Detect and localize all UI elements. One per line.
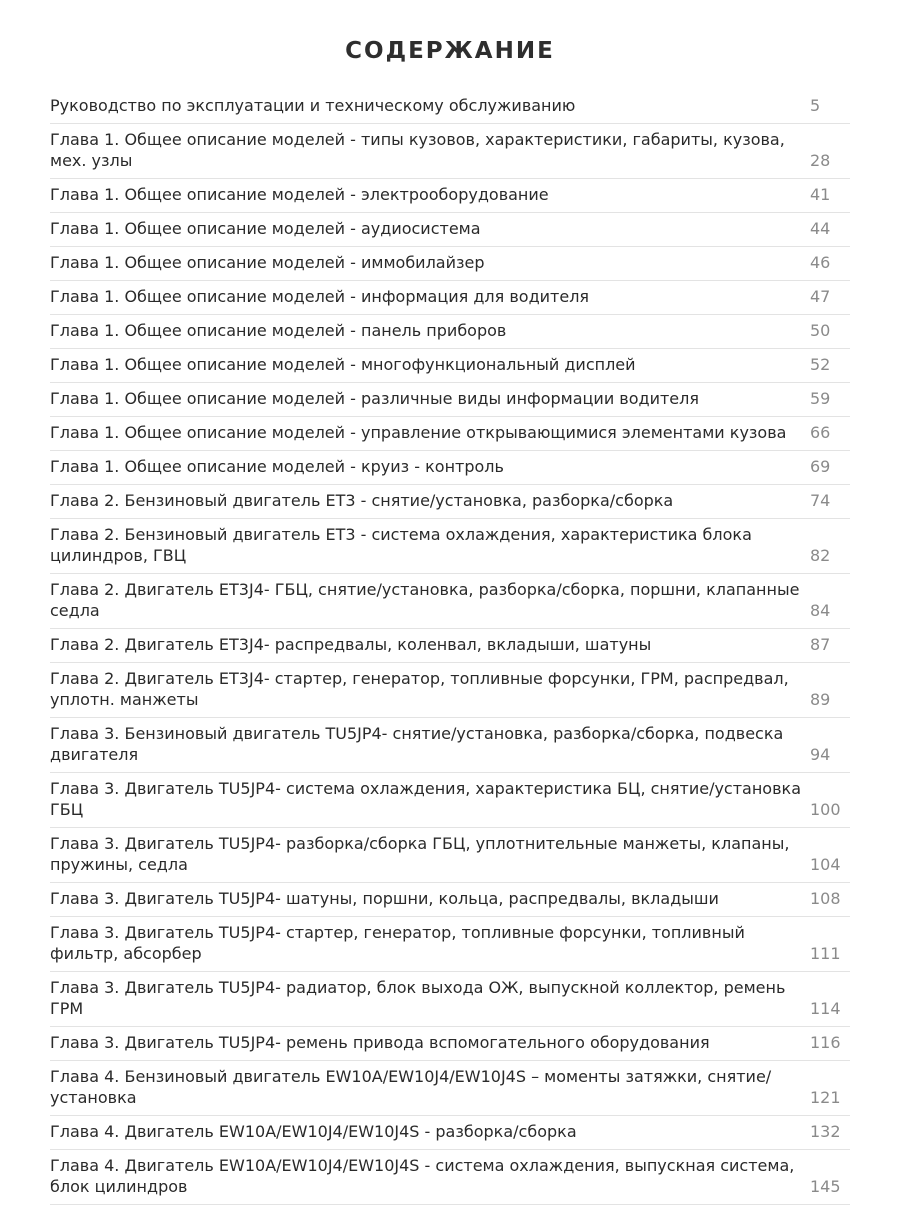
toc-row[interactable] (50, 1061, 850, 1116)
toc-entry-page: 116 (810, 1033, 841, 1052)
toc-entry-page: 5 (810, 96, 821, 115)
toc-entry-title[interactable]: Глава 1. Общее описание моделей - информация для водителя (50, 287, 590, 306)
toc-row[interactable] (50, 349, 850, 383)
toc-entry-title[interactable]: Глава 2. Двигатель ET3J4- ГБЦ, снятие/установка, разборка/сборка, поршни, клапанные седла (50, 580, 800, 620)
toc-entry-page: 74 (810, 491, 831, 510)
toc-entry-page: 114 (810, 999, 841, 1018)
toc-entry-title[interactable]: Глава 3. Бензиновый двигатель TU5JP4- снятие/установка, разборка/сборка, подвеска двигателя (50, 724, 784, 764)
toc-row[interactable] (50, 315, 850, 349)
toc-entry-page: 87 (810, 635, 831, 654)
toc-row[interactable] (50, 383, 850, 417)
toc-row[interactable] (50, 1027, 850, 1061)
toc-entry-page: 94 (810, 745, 831, 764)
toc-entry-title[interactable]: Глава 4. Двигатель EW10A/EW10J4/EW10J4S - система охлаждения, выпускная система, блок цилиндров (50, 1156, 795, 1196)
toc-row[interactable] (50, 485, 850, 519)
toc-entry-page: 111 (810, 944, 841, 963)
toc-entry-title[interactable]: Глава 4. Бензиновый двигатель EW10A/EW10J4/EW10J4S – моменты затяжки, снятие/установка (50, 1067, 772, 1107)
table-of-contents (50, 90, 850, 1205)
toc-entry-title[interactable]: Глава 1. Общее описание моделей - управление открывающимися элементами кузова (50, 423, 787, 442)
toc-row[interactable] (50, 1150, 850, 1205)
toc-row[interactable] (50, 917, 850, 972)
toc-entry-page: 44 (810, 219, 831, 238)
toc-entry-title[interactable]: Глава 3. Двигатель TU5JP4- ремень привода вспомогательного оборудования (50, 1033, 710, 1052)
toc-row[interactable] (50, 451, 850, 485)
toc-entry-title[interactable]: Глава 1. Общее описание моделей - аудиосистема (50, 219, 481, 238)
toc-row[interactable] (50, 90, 850, 124)
toc-row[interactable] (50, 574, 850, 629)
toc-entry-page: 52 (810, 355, 831, 374)
toc-entry-page: 59 (810, 389, 831, 408)
toc-row[interactable] (50, 828, 850, 883)
toc-entry-title[interactable]: Глава 4. Двигатель EW10A/EW10J4/EW10J4S - разборка/сборка (50, 1122, 577, 1141)
toc-entry-title[interactable]: Глава 2. Бензиновый двигатель ET3 - снятие/установка, разборка/сборка (50, 491, 674, 510)
toc-row[interactable] (50, 213, 850, 247)
toc-row[interactable] (50, 247, 850, 281)
toc-row[interactable] (50, 124, 850, 179)
toc-entry-title[interactable]: Глава 1. Общее описание моделей - круиз - контроль (50, 457, 504, 476)
toc-entry-page: 100 (810, 800, 841, 819)
toc-entry-title[interactable]: Глава 1. Общее описание моделей - электрооборудование (50, 185, 549, 204)
toc-row[interactable] (50, 718, 850, 773)
toc-entry-title[interactable]: Глава 2. Бензиновый двигатель ET3 - система охлаждения, характеристика блока цилиндров, ГВЦ (50, 525, 752, 565)
toc-entry-page: 145 (810, 1177, 841, 1196)
toc-row[interactable] (50, 281, 850, 315)
toc-entry-page: 132 (810, 1122, 841, 1141)
toc-row[interactable] (50, 519, 850, 574)
toc-entry-title[interactable]: Глава 1. Общее описание моделей - различные виды информации водителя (50, 389, 699, 408)
toc-entry-page: 89 (810, 690, 831, 709)
toc-entry-title[interactable]: Глава 2. Двигатель ET3J4- стартер, генератор, топливные форсунки, ГРМ, распредвал, уплотн. манжеты (50, 669, 789, 709)
toc-entry-title[interactable]: Глава 3. Двигатель TU5JP4- система охлаждения, характеристика БЦ, снятие/установка ГБЦ (50, 779, 801, 819)
toc-entry-page: 46 (810, 253, 831, 272)
toc-row[interactable] (50, 1116, 850, 1150)
toc-entry-page: 82 (810, 546, 831, 565)
toc-row[interactable] (50, 663, 850, 718)
toc-entry-title[interactable]: Глава 1. Общее описание моделей - типы кузовов, характеристики, габариты, кузова, мех. узлы (50, 130, 785, 170)
toc-row[interactable] (50, 417, 850, 451)
toc-row[interactable] (50, 629, 850, 663)
toc-entry-page: 84 (810, 601, 831, 620)
toc-entry-page: 66 (810, 423, 831, 442)
toc-entry-page: 69 (810, 457, 831, 476)
toc-entry-title[interactable]: Руководство по эксплуатации и техническому обслуживанию (50, 96, 576, 115)
page-title: СОДЕРЖАНИЕ (345, 38, 555, 64)
toc-entry-title[interactable]: Глава 1. Общее описание моделей - многофункциональный дисплей (50, 355, 636, 374)
toc-entry-title[interactable]: Глава 3. Двигатель TU5JP4- шатуны, поршни, кольца, распредвалы, вкладыши (50, 889, 719, 908)
toc-entry-title[interactable]: Глава 1. Общее описание моделей - иммобилайзер (50, 253, 485, 272)
toc-entry-page: 47 (810, 287, 831, 306)
toc-row[interactable] (50, 883, 850, 917)
toc-entry-title[interactable]: Глава 3. Двигатель TU5JP4- радиатор, блок выхода ОЖ, выпускной коллектор, ремень ГРМ (50, 978, 786, 1018)
toc-entry-title[interactable]: Глава 2. Двигатель ET3J4- распредвалы, коленвал, вкладыши, шатуны (50, 635, 652, 654)
toc-entry-page: 50 (810, 321, 831, 340)
toc-row[interactable] (50, 773, 850, 828)
toc-entry-page: 28 (810, 151, 831, 170)
toc-entry-page: 108 (810, 889, 841, 908)
toc-entry-page: 121 (810, 1088, 841, 1107)
toc-entry-title[interactable]: Глава 3. Двигатель TU5JP4- стартер, генератор, топливные форсунки, топливный фильтр, абсорбер (50, 923, 745, 963)
toc-row[interactable] (50, 972, 850, 1027)
toc-entry-page: 41 (810, 185, 831, 204)
toc-entry-title[interactable]: Глава 3. Двигатель TU5JP4- разборка/сборка ГБЦ, уплотнительные манжеты, клапаны, пружины, седла (50, 834, 790, 874)
toc-row[interactable] (50, 179, 850, 213)
toc-entry-title[interactable]: Глава 1. Общее описание моделей - панель приборов (50, 321, 507, 340)
toc-entry-page: 104 (810, 855, 841, 874)
